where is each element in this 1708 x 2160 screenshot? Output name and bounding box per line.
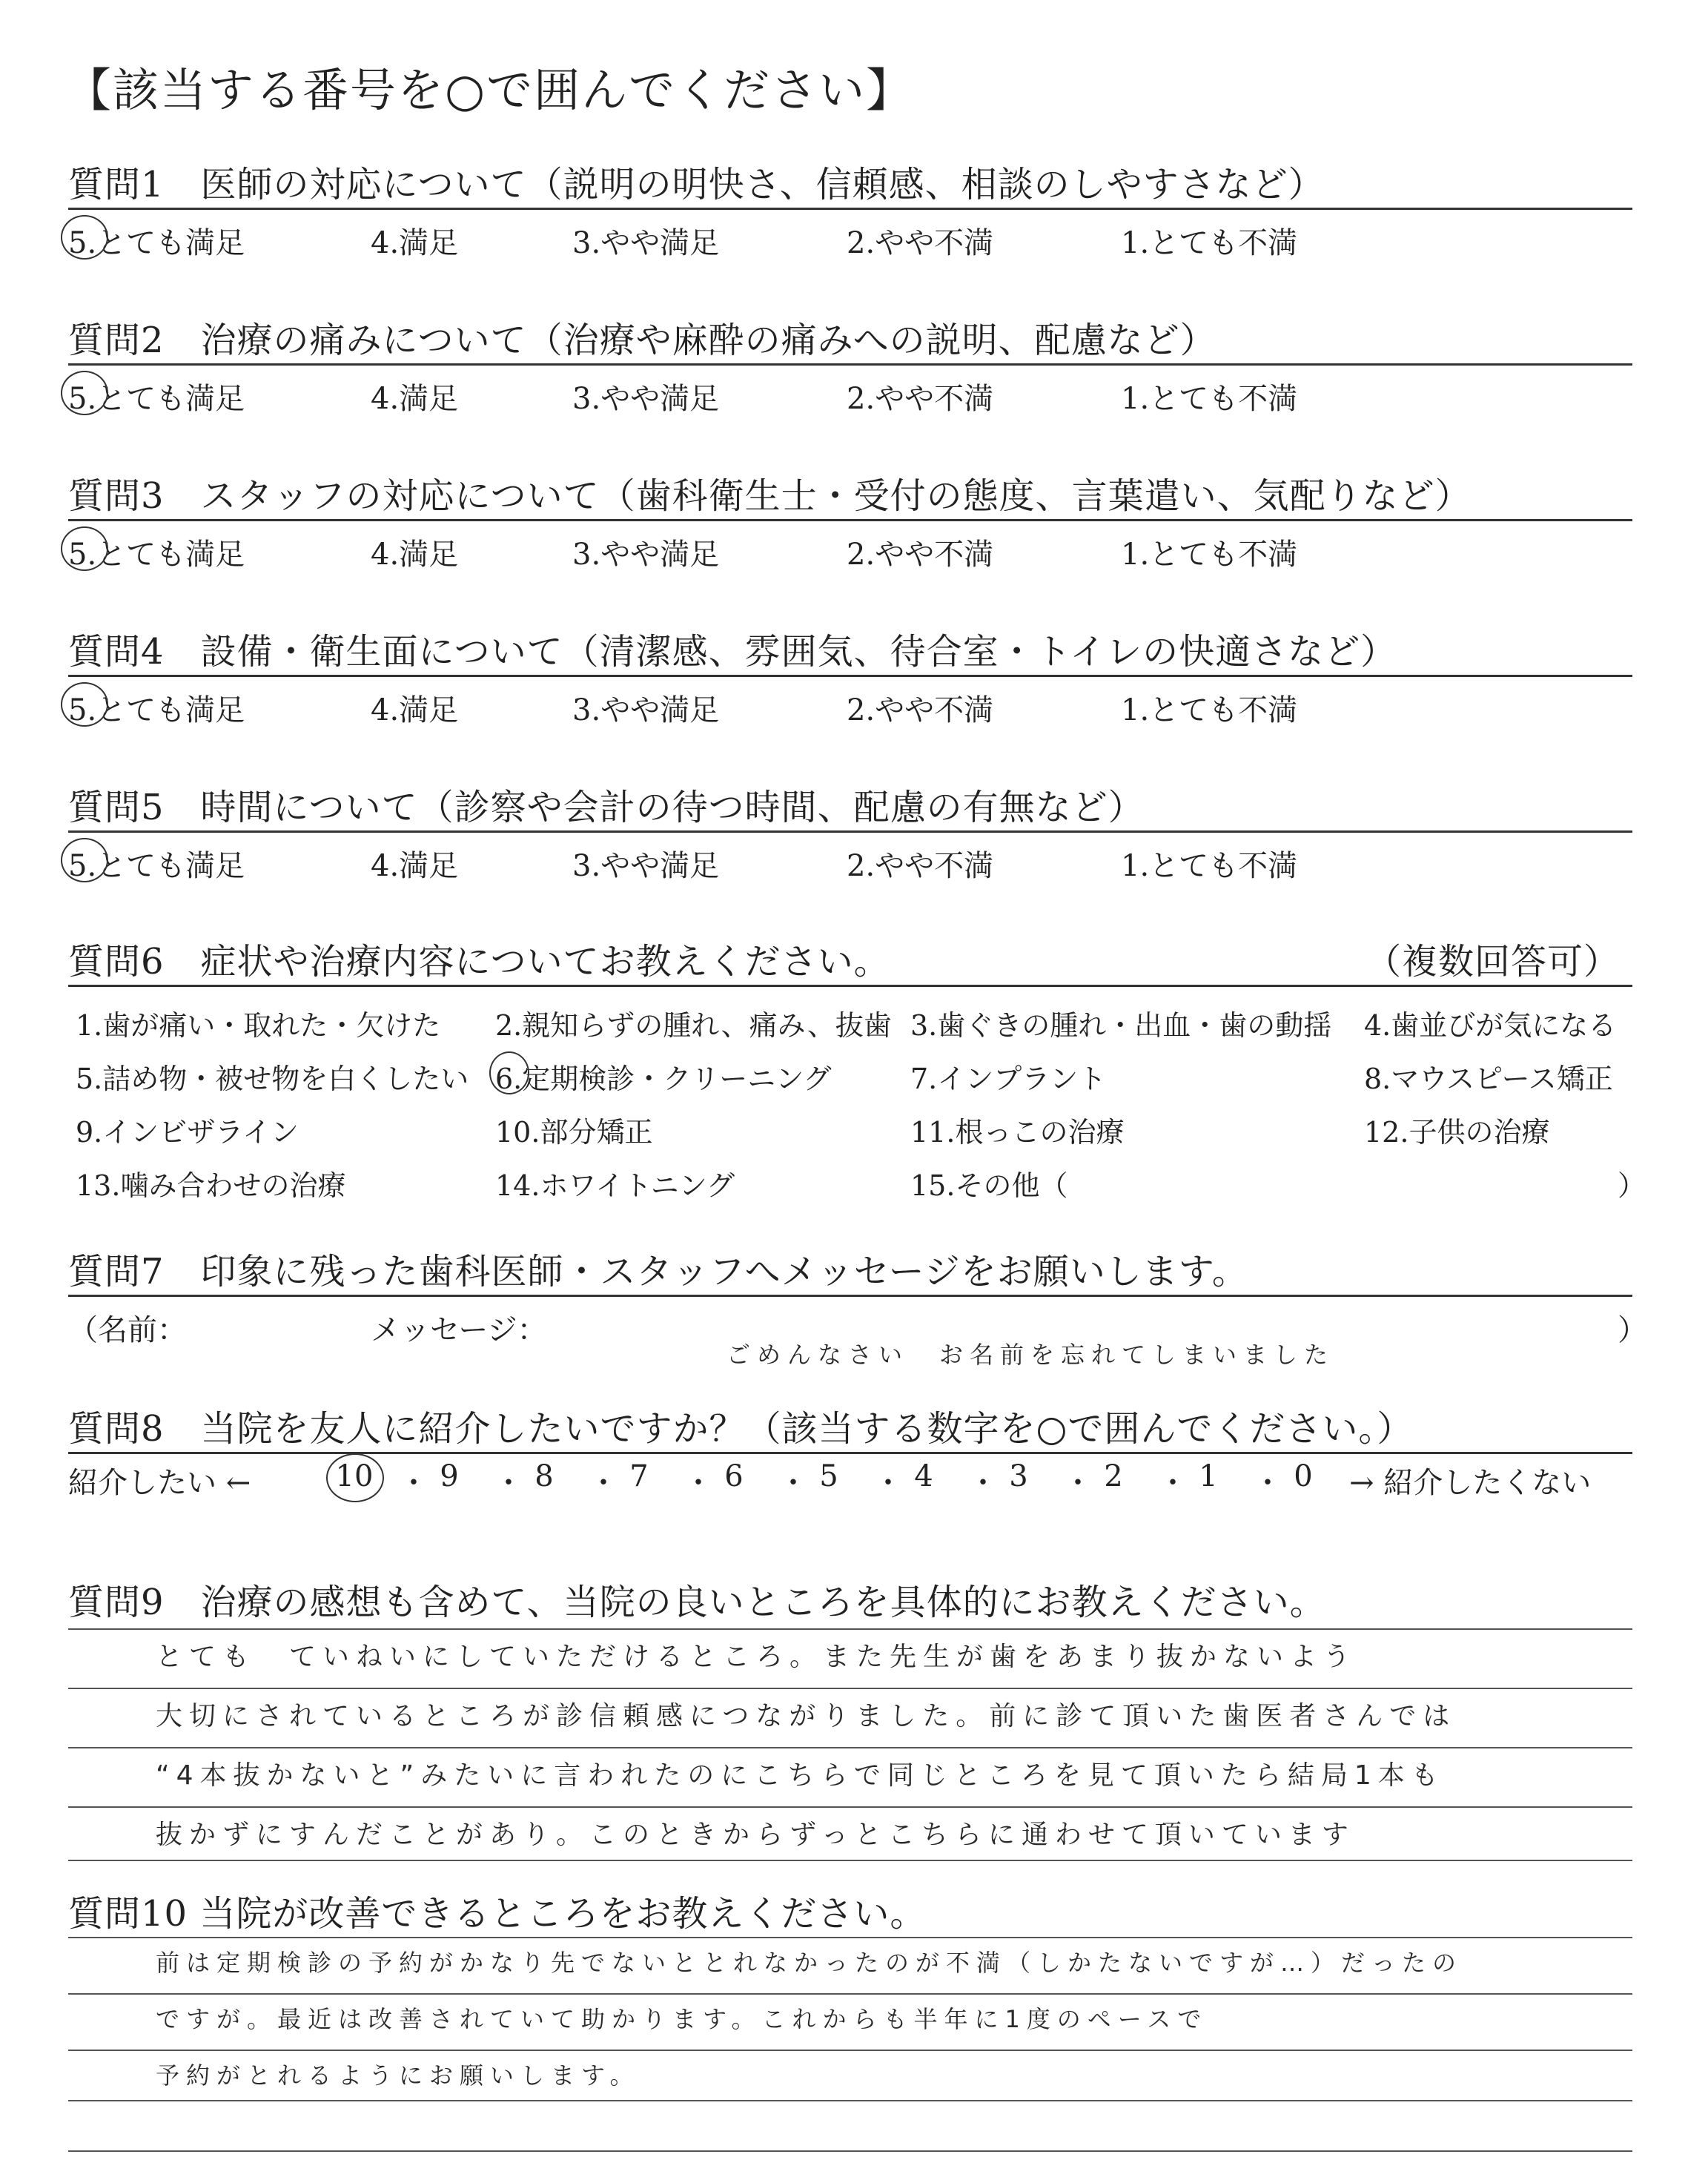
q8-right-label: → 紹介したくない [1349, 1466, 1592, 1500]
q6-option[interactable] [495, 1003, 892, 1043]
q6-option-label: 根っこの治療 [955, 1116, 1125, 1149]
q8-scale-value[interactable]: 2 [1104, 1459, 1123, 1493]
rating-option-label: 満足 [399, 849, 459, 883]
q7-message-label: メッセージ： [371, 1313, 547, 1347]
rating-option[interactable] [847, 531, 993, 573]
q6-option-label: インプラント [937, 1063, 1107, 1095]
rating-option[interactable] [847, 687, 993, 729]
rating-option-number: 3. [572, 382, 601, 416]
question-heading: 質問2 治療の痛みについて（治療や麻酔の痛みへの説明、配慮など） [68, 320, 1217, 361]
rating-option[interactable] [847, 219, 993, 262]
rating-option-number: 1. [1121, 382, 1150, 416]
rating-option-label: やや満足 [600, 849, 720, 883]
rating-option-label: やや満足 [600, 382, 720, 416]
q6-option[interactable] [910, 1003, 1331, 1043]
rating-option[interactable] [1121, 842, 1297, 885]
q6-option[interactable] [76, 1056, 469, 1097]
q6-option[interactable] [76, 1163, 345, 1203]
rating-option-label: とても不満 [1149, 693, 1298, 727]
rating-option-label: とても満足 [96, 226, 245, 260]
q6-option[interactable] [910, 1056, 1106, 1097]
q6-option-number: 8. [1364, 1063, 1391, 1095]
q6-option-number: 4. [1364, 1009, 1391, 1042]
rating-option-number: 2. [847, 693, 875, 727]
rating-option[interactable] [1121, 687, 1297, 729]
q6-option[interactable] [1618, 1163, 1646, 1203]
q6-option-label: 親知らずの腫れ、痛み、抜歯 [522, 1009, 892, 1042]
q6-option-label: 定期検診・クリーニング [522, 1063, 832, 1095]
answer-line [68, 1937, 1632, 1938]
rating-option[interactable] [371, 687, 458, 729]
q6-option[interactable] [1364, 1056, 1613, 1097]
q7-close-paren: ） [1618, 1313, 1647, 1347]
q10-handwritten-line: 前は定期検診の予約がかなり先でないととれなかったのが不満（しかたないですが…）だったの [156, 1949, 1463, 1977]
q6-heading: 質問6 症状や治療内容についてお教えください。 [68, 941, 890, 982]
rating-option-number: 5. [68, 693, 97, 727]
q8-scale-value[interactable]: 0 [1294, 1459, 1313, 1493]
q6-option-number: 6. [495, 1063, 523, 1095]
q9-handwritten-line: 大切にされているところが診信頼感につながりました。前に診て頂いた歯医者さんでは [156, 1701, 1457, 1731]
question-rule [68, 208, 1632, 210]
q6-option[interactable] [910, 1163, 1068, 1203]
q8-scale-value[interactable]: 6 [724, 1459, 744, 1493]
q10-handwritten-line: ですが。最近は改善されていて助かります。これからも半年に1度のペースで [156, 2005, 1208, 2033]
rating-option-number: 5. [68, 382, 97, 416]
rating-option[interactable] [371, 375, 458, 417]
rating-option-label: やや満足 [600, 693, 720, 727]
q8-scale-value[interactable]: 9 [440, 1459, 459, 1493]
q6-option-label: 歯並びが気になる [1391, 1009, 1617, 1042]
q6-option[interactable] [495, 1109, 652, 1150]
q6-option-number: 14. [495, 1169, 540, 1202]
rating-option[interactable] [572, 687, 719, 729]
rating-option[interactable] [1121, 375, 1297, 417]
question-rule [68, 830, 1632, 833]
q6-option-label: マウスピース矯正 [1391, 1063, 1613, 1095]
rating-option-number: 5. [68, 538, 97, 572]
selected-answer-circle [61, 526, 108, 571]
answer-line [68, 1747, 1632, 1748]
rating-option-number: 2. [847, 849, 875, 883]
selected-answer-circle [61, 682, 108, 727]
q6-option-label: 部分矯正 [540, 1116, 653, 1149]
selected-answer-circle [489, 1051, 529, 1094]
rating-option[interactable] [847, 375, 993, 417]
q6-option-number: 11. [910, 1116, 956, 1149]
rating-option-label: やや不満 [875, 226, 994, 260]
rating-option-label: やや不満 [875, 538, 994, 572]
rating-option[interactable] [1121, 219, 1297, 262]
q8-scale-value[interactable]: 7 [629, 1459, 649, 1493]
q7-name-label: （名前： [68, 1313, 187, 1347]
rating-option-label: 満足 [399, 693, 459, 727]
q6-option-number: 3. [910, 1009, 938, 1042]
question-heading: 質問1 医師の対応について（説明の明快さ、信頼感、相談のしやすさなど） [68, 164, 1325, 205]
q6-option[interactable] [910, 1109, 1124, 1150]
q8-scale-dot: ・ [1253, 1466, 1282, 1500]
answer-line [68, 1806, 1632, 1808]
rating-option[interactable] [847, 842, 993, 885]
q6-option-label: 子供の治療 [1409, 1116, 1550, 1149]
q7-handwritten-answer: ごめんなさい お名前を忘れてしまいました [726, 1341, 1335, 1369]
q9-handwritten-line: とても ていねいにしていただけるところ。また先生が歯をあまり抜かないよう [156, 1642, 1357, 1672]
rating-option-number: 1. [1121, 693, 1150, 727]
rating-option[interactable] [371, 842, 458, 885]
q9-heading: 質問9 治療の感想も含めて、当院の良いところを具体的にお教えください。 [68, 1582, 1326, 1623]
q9-handwritten-line: 抜かずにすんだことがあり。このときからずっとこちらに通わせて頂いています [156, 1820, 1355, 1850]
q8-heading: 質問8 当院を友人に紹介したいですか？（該当する数字を○で囲んでください。） [68, 1408, 1414, 1450]
q6-option-number: 13. [76, 1169, 121, 1202]
q6-option-label: ） [1618, 1169, 1646, 1202]
rating-option-number: 3. [572, 693, 601, 727]
rating-option-number: 4. [371, 538, 400, 572]
q6-option-label: 詰め物・被せ物を白くしたい [102, 1063, 469, 1095]
q6-option[interactable] [1364, 1003, 1616, 1043]
rating-option-label: やや不満 [875, 693, 994, 727]
q6-option-label: インビザライン [102, 1116, 299, 1149]
rating-option[interactable] [371, 219, 458, 262]
q8-scale-dot: ・ [494, 1466, 523, 1500]
q6-option[interactable] [76, 1109, 299, 1150]
q8-scale-dot: ・ [683, 1466, 713, 1500]
rating-option-label: とても不満 [1149, 382, 1298, 416]
rating-option-number: 2. [847, 382, 875, 416]
q7-rule [68, 1295, 1632, 1297]
rating-option[interactable] [572, 219, 719, 262]
rating-option[interactable] [572, 375, 719, 417]
q6-option-number: 2. [495, 1009, 523, 1042]
question-heading: 質問5 時間について（診察や会計の待つ時間、配慮の有無など） [68, 787, 1145, 828]
q10-handwritten-line: 予約がとれるようにお願いします。 [156, 2061, 640, 2090]
q6-option[interactable] [495, 1163, 735, 1203]
selected-answer-circle [61, 215, 108, 260]
q6-option-label: 歯が痛い・取れた・欠けた [102, 1009, 441, 1042]
q9-handwritten-line: “4本抜かないと”みたいに言われたのにこちらで同じところを見て頂いたら結局1本も [156, 1760, 1445, 1791]
question-rule [68, 363, 1632, 366]
rating-option-label: やや満足 [600, 538, 720, 572]
q10-heading: 質問10 当院が改善できるところをお教えください。 [68, 1893, 927, 1935]
answer-line [68, 1993, 1632, 1995]
q6-rule [68, 985, 1632, 987]
answer-line [68, 2100, 1632, 2101]
q8-scale-value[interactable]: 5 [819, 1459, 838, 1493]
rating-option-label: やや不満 [875, 849, 994, 883]
q8-scale-value[interactable]: 10 [335, 1459, 374, 1493]
q8-scale-dot: ・ [399, 1466, 428, 1500]
q6-option-number: 7. [910, 1063, 938, 1095]
answer-line [68, 2050, 1632, 2051]
q8-scale-value[interactable]: 4 [914, 1459, 933, 1493]
q6-option-number: 12. [1364, 1116, 1409, 1149]
rating-option-number: 2. [847, 226, 875, 260]
q6-option-number: 1. [76, 1009, 103, 1042]
q6-option-label: 噛み合わせの治療 [120, 1169, 346, 1202]
rating-option-number: 2. [847, 538, 875, 572]
answer-line [68, 1628, 1632, 1630]
q8-left-label: 紹介したい ← [68, 1466, 251, 1500]
rating-option-number: 3. [572, 538, 601, 572]
q6-option-label: 歯ぐきの腫れ・出血・歯の動揺 [937, 1009, 1332, 1042]
rating-option-label: とても不満 [1149, 849, 1298, 883]
q6-option-label: ホワイトニング [540, 1169, 735, 1202]
q8-scale-value[interactable]: 8 [534, 1459, 554, 1493]
answer-line [68, 2150, 1632, 2152]
q8-scale-dot: ・ [1158, 1466, 1188, 1500]
rating-option-label: 満足 [399, 226, 459, 260]
q8-scale-dot: ・ [873, 1466, 903, 1500]
q6-option[interactable] [1364, 1109, 1549, 1150]
q6-option-number: 15. [910, 1169, 956, 1202]
rating-option-label: とても満足 [96, 693, 245, 727]
q7-heading: 質問7 印象に残った歯科医師・スタッフへメッセージをお願いします。 [68, 1251, 1248, 1292]
selected-answer-circle [326, 1453, 384, 1502]
rating-option-number: 4. [371, 693, 400, 727]
rating-option[interactable] [1121, 531, 1297, 573]
rating-option-number: 3. [572, 226, 601, 260]
q6-note: （複数回答可） [1366, 941, 1621, 982]
rating-option-number: 4. [371, 382, 400, 416]
question-rule [68, 519, 1632, 521]
q6-option[interactable] [76, 1003, 440, 1043]
selected-answer-circle [61, 371, 108, 415]
q8-rule [68, 1452, 1632, 1454]
q8-scale-dot: ・ [589, 1466, 618, 1500]
question-rule [68, 675, 1632, 677]
rating-option-number: 1. [1121, 226, 1150, 260]
rating-option-label: とても満足 [96, 849, 245, 883]
answer-line [68, 1688, 1632, 1689]
q8-scale-value[interactable]: 3 [1009, 1459, 1028, 1493]
q6-option-number: 9. [76, 1116, 103, 1149]
rating-option-label: とても不満 [1149, 226, 1298, 260]
rating-option-number: 1. [1121, 538, 1150, 572]
rating-option-number: 5. [68, 226, 97, 260]
form-title: 【該当する番号を○で囲んでください】 [65, 63, 914, 117]
question-heading: 質問3 スタッフの対応について（歯科衛生士・受付の態度、言葉遣い、気配りなど） [68, 475, 1472, 517]
q8-scale-value[interactable]: 1 [1199, 1459, 1218, 1493]
q8-scale-dot: ・ [778, 1466, 808, 1500]
rating-option-label: とても満足 [96, 538, 245, 572]
rating-option[interactable] [572, 842, 719, 885]
question-heading: 質問4 設備・衛生面について（清潔感、雰囲気、待合室・トイレの快適さなど） [68, 631, 1397, 673]
rating-option-number: 4. [371, 226, 400, 260]
rating-option[interactable] [572, 531, 719, 573]
q6-option-label: その他（ [955, 1169, 1068, 1202]
rating-option-number: 4. [371, 849, 400, 883]
rating-option-label: 満足 [399, 382, 459, 416]
rating-option-number: 1. [1121, 849, 1150, 883]
q8-scale-dot: ・ [968, 1466, 998, 1500]
rating-option-number: 3. [572, 849, 601, 883]
q6-option-number: 5. [76, 1063, 103, 1095]
q6-option-number: 10. [495, 1116, 540, 1149]
rating-option-label: とても不満 [1149, 538, 1298, 572]
q6-option[interactable] [495, 1056, 832, 1097]
rating-option-label: とても満足 [96, 382, 245, 416]
rating-option[interactable] [371, 531, 458, 573]
answer-line [68, 1860, 1632, 1861]
rating-option-label: 満足 [399, 538, 459, 572]
rating-option-label: やや満足 [600, 226, 720, 260]
rating-option-label: やや不満 [875, 382, 994, 416]
selected-answer-circle [61, 838, 108, 882]
rating-option-number: 5. [68, 849, 97, 883]
q8-scale-dot: ・ [1063, 1466, 1093, 1500]
